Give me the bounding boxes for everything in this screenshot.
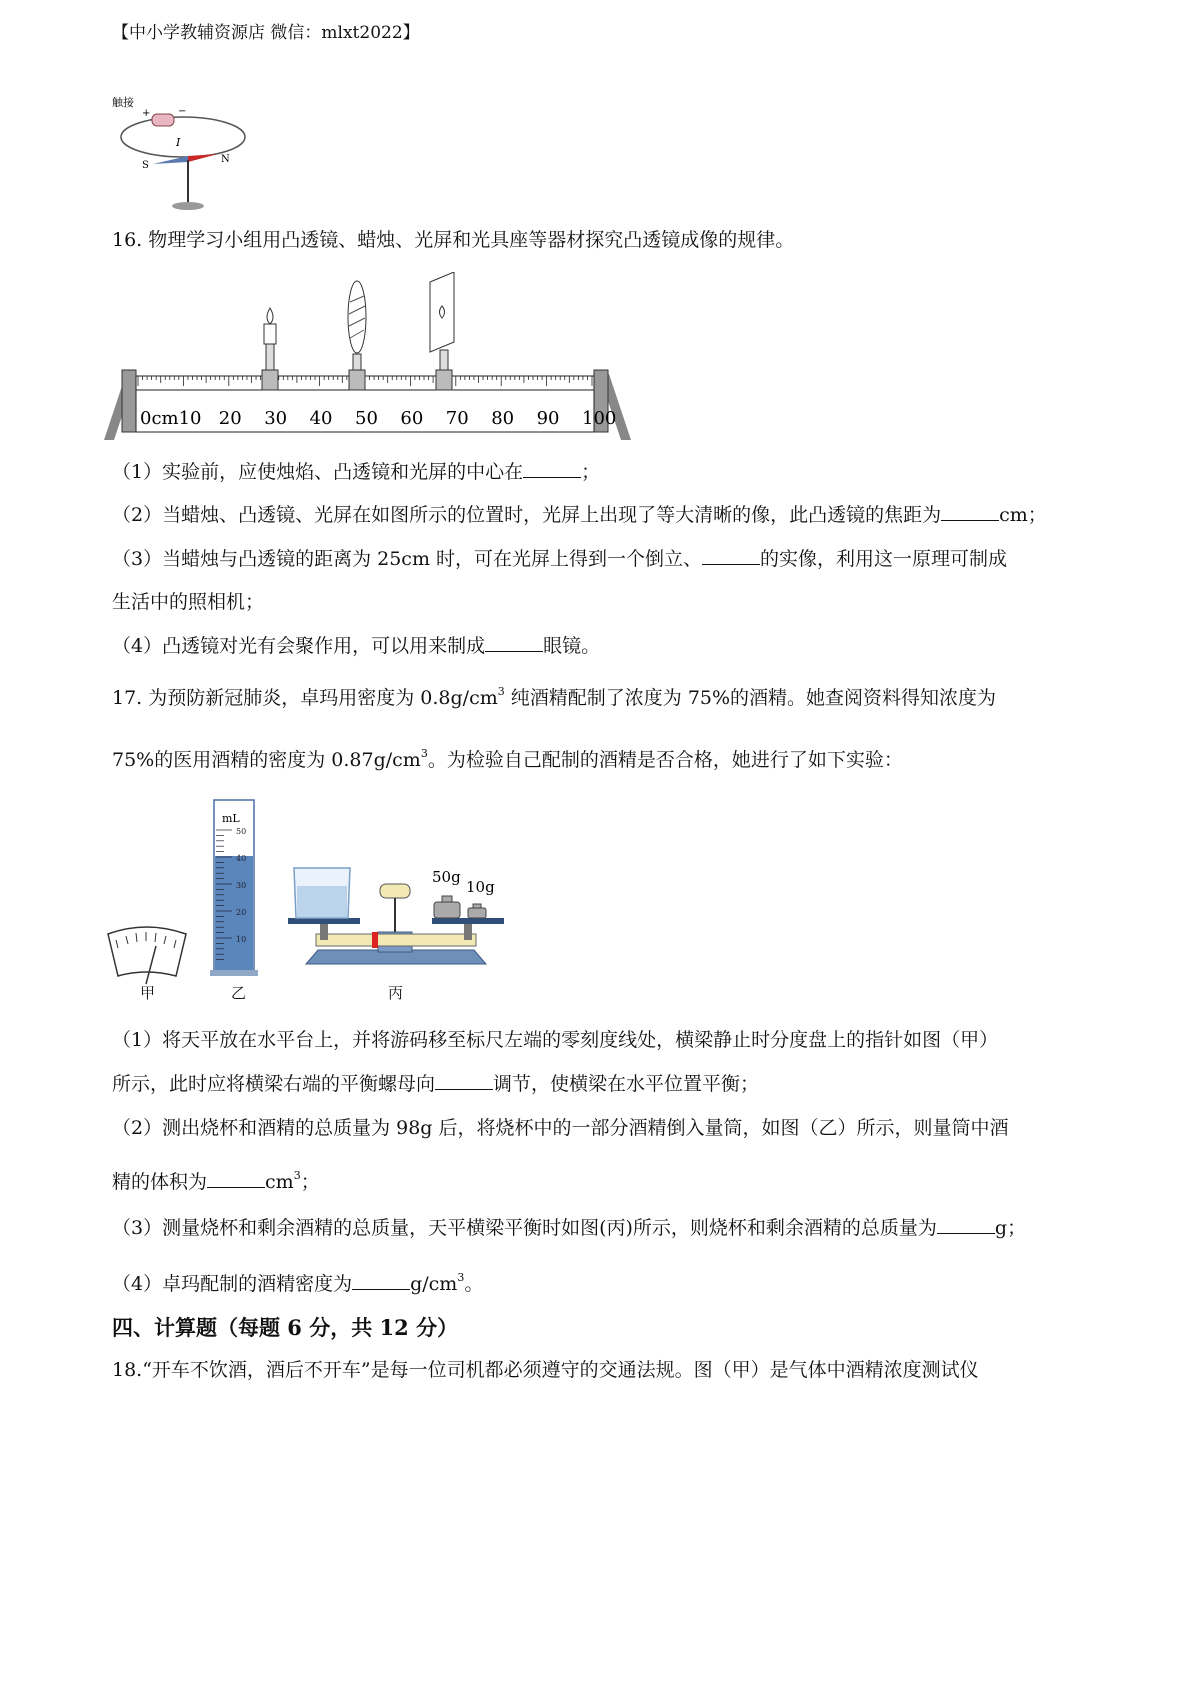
beaker-liquid [297,886,347,917]
compass-coil-figure [108,92,248,217]
q16-stem: 16. 物理学习小组用凸透镜、蜡烛、光屏和光具座等器材探究凸透镜成像的规律。 [112,229,795,251]
q17-stem-sup: 3 [497,685,505,698]
cylinder-base [210,970,258,976]
scale-label: 50 [355,408,378,429]
q16-p3-blank[interactable] [702,546,760,565]
q17-p2-unit: cm [265,1171,294,1193]
right-pan [432,918,504,924]
q16-p1-text: （1）实验前，应使烛焰、凸透镜和光屏的中心在 [112,461,524,483]
battery-minus: − [178,106,187,117]
optical-bench-figure [104,272,634,457]
scale-label: 70 [445,408,469,429]
battery-plus: + [142,108,151,119]
q17-stem [112,678,996,712]
weight-10g [468,908,486,918]
q17-p1-end: 调节，使横梁在水平位置平衡； [493,1073,760,1095]
q17-p4-blank[interactable] [352,1271,410,1290]
q16-p4-text: （4）凸透镜对光有会聚作用，可以用来制成 [112,635,486,657]
q17-p2-sup: 3 [293,1169,301,1182]
q17-stem-b: 纯酒精配制了浓度为 75%的酒精。她查阅资料得知浓度为 [504,687,997,709]
q16-p3-text: （3）当蜡烛与凸透镜的距离为 25cm 时，可在光屏上得到一个倒立、 [112,548,703,570]
cylinder-tick-label: 50 [236,827,247,836]
q17-p4-sup: 3 [457,1271,465,1284]
scale-label: 0cm10 [140,408,202,429]
q16-p2-end: cm； [999,504,1047,526]
q17-stem2-sup: 3 [420,747,428,760]
coil-wire [121,117,245,157]
q17-p4-text: （4）卓玛配制的酒精密度为 [112,1273,353,1295]
q17-p2-text: 精的体积为 [112,1171,208,1193]
cylinder-tick-label: 20 [236,908,247,917]
q17-p3-blank[interactable] [937,1215,995,1234]
left-pan-stem [320,924,328,940]
screen-holder [436,370,452,390]
q17-p1-blank[interactable] [435,1071,493,1090]
scale-label: 90 [536,408,560,429]
q17-part2-cont [112,1162,320,1196]
needle-north [188,154,218,162]
q17-part1: （1）将天平放在水平台上，并将游码移至标尺左端的零刻度线处，横梁静止时分度盘上的指针如图（甲） [112,1029,999,1051]
q16-part1 [112,458,600,486]
candle-post [266,344,274,370]
balance-beam-scale [316,934,476,946]
q17-p4-end: 。 [464,1273,484,1295]
q17-part3 [112,1214,1026,1242]
q17-p2-end: ； [300,1171,320,1193]
scale-label: 20 [218,408,242,429]
lens-holder [349,370,365,390]
dial-figure-jia [104,920,194,990]
cylinder-tick-label: 40 [236,854,247,863]
q17-part2: （2）测出烧杯和酒精的总质量为 98g 后，将烧杯中的一部分酒精倒入量筒，如图（乙）所示，则量筒中酒 [112,1117,1009,1139]
convex-lens [348,281,366,353]
weight-50g [434,902,460,918]
q17-part4 [112,1264,483,1298]
q16-p1-blank[interactable] [523,459,581,478]
q17-stem2-a: 75%的医用酒精的密度为 0.87g/cm [112,749,421,771]
q16-p4-blank[interactable] [485,633,543,652]
q17-stem-a: 17. 为预防新冠肺炎，卓玛用密度为 0.8g/cm [112,687,498,709]
q16-p4-end: 眼镜。 [543,635,601,657]
q18-stem: 18.“开车不饮酒，酒后不开车”是每一位司机都必须遵守的交通法规。图（甲）是气体中酒精浓度测试仪 [112,1359,979,1381]
q17-p3-end: g； [994,1217,1027,1239]
battery [152,114,174,126]
page-header: 【中小学教辅资源店 微信：mlxt2022】 [112,23,420,43]
q17-stem2-b: 。为检验自己配制的酒精是否合格，她进行了如下实验： [427,749,903,771]
scale-label: 40 [309,408,333,429]
left-pan [288,918,360,924]
q16-part3-cont: 生活中的照相机； [112,591,265,613]
cylinder-unit: mL [222,812,240,825]
candle-holder [262,370,278,390]
cylinder-figure-yi [208,798,263,980]
q16-p2-blank[interactable] [941,502,999,521]
q17-p2-blank[interactable] [207,1169,265,1188]
balance-figure-bing [286,862,506,982]
label-bing: 丙 [388,984,404,1002]
balance-rider [372,932,378,948]
section-title: 四、计算题（每题 6 分，共 12 分） [112,1315,459,1340]
q17-p4-unit: g/cm [410,1273,458,1295]
weight-50g-label: 50g [432,868,461,886]
screen-post [440,350,448,370]
q16-p3-mid: 的实像，利用这一原理可制成 [760,548,1008,570]
candle [264,324,276,344]
dial-plate [108,927,186,976]
q16-part4 [112,632,600,660]
cylinder-tick-label: 30 [236,881,247,890]
needle-n-label: N [221,154,230,165]
q16-p1-end: ； [581,461,601,483]
q17-p3-text: （3）测量烧杯和剩余酒精的总质量，天平横梁平衡时如图(丙)所示，则烧杯和剩余酒精的总质量为 [112,1217,937,1239]
cylinder-tick-label: 10 [236,935,247,944]
right-pan-stem [464,924,472,940]
weight-50g-knob [442,896,452,902]
label-jia: 甲 [140,984,156,1002]
screen-image [440,306,445,318]
scale-label: 30 [264,408,288,429]
q17-p1-text: 所示，此时应将横梁右端的平衡螺母向 [112,1073,436,1095]
q16-part3 [112,545,1007,573]
candle-flame [267,308,273,324]
label-yi: 乙 [231,984,247,1002]
weight-10g-knob [473,904,481,908]
q17-stem-line2 [112,740,903,774]
compass-base [172,202,204,210]
bench-left-end [122,370,136,432]
scale-label: 60 [400,408,424,429]
weight-10g-label: 10g [466,878,495,896]
touch-label: 触接 [112,96,134,109]
needle-s-label: S [142,160,149,171]
scale-label: 80 [491,408,515,429]
q16-part2 [112,501,1047,529]
scale-label: 100 [582,408,617,429]
q16-p2-text: （2）当蜡烛、凸透镜、光屏在如图所示的位置时，光屏上出现了等大清晰的像，此凸透镜的焦距为 [112,504,942,526]
current-label: I [176,136,181,149]
q17-part1-cont [112,1070,759,1098]
balance-dial [380,884,410,898]
lens-post [353,354,361,370]
